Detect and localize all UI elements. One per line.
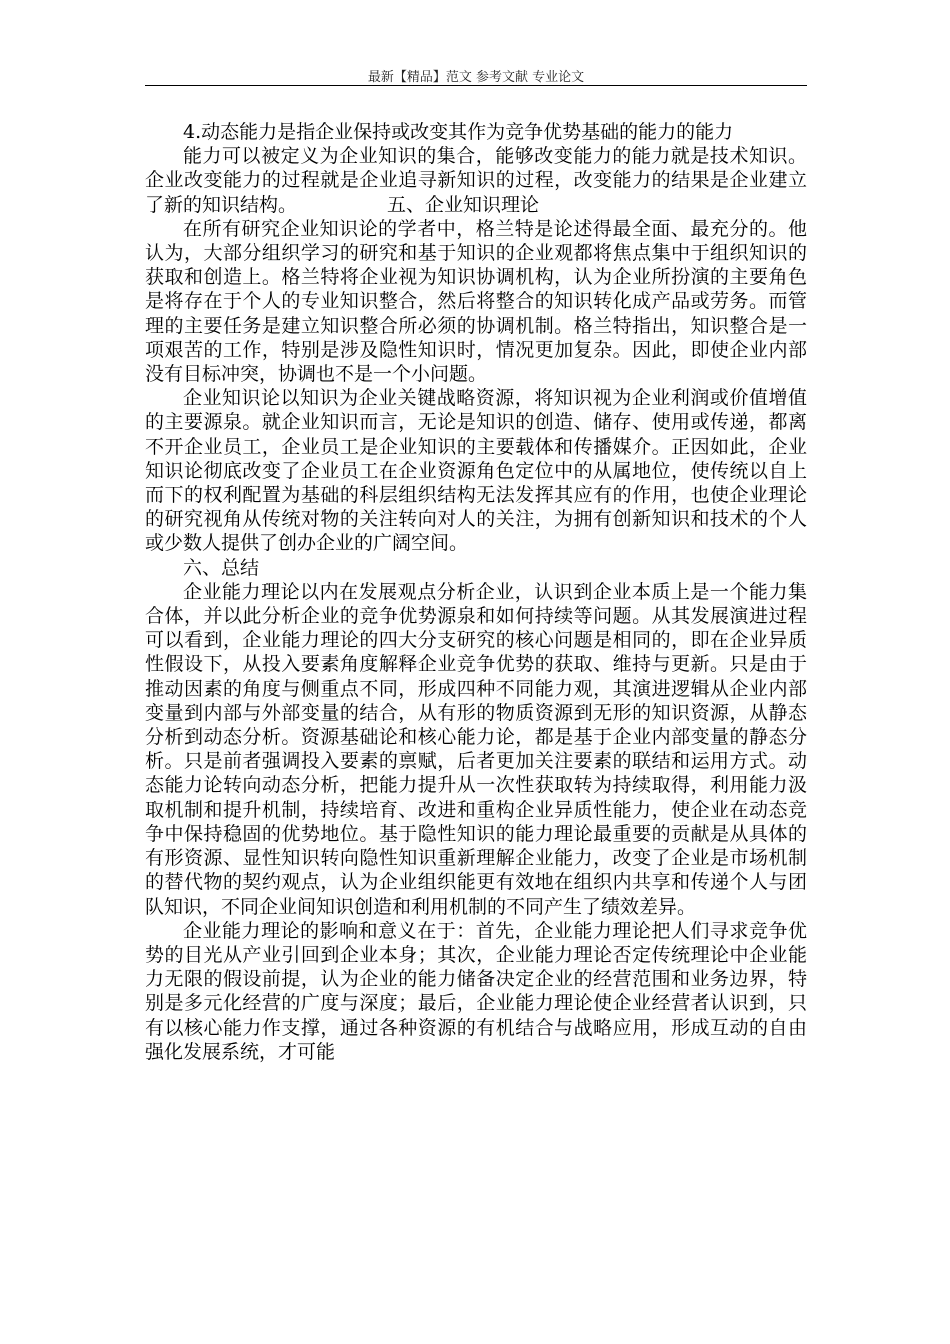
paragraph-capability-definition <box>145 144 807 217</box>
paragraph-summary: 企业能力理论以内在发展观点分析企业，认识到企业本质上是一个能力集合体，并以此分析企业的竞争优势源泉和如何持续等问题。从其发展演进过程可以看到，企业能力理论的四大分支研究的核心问题是相同的，即在企业异质性假设下，从投入要素角度解释企业竞争优势的获取、维持与更新。只是由于推动因素的角度与侧重点不同，形成四种不同能力观，其演进逻辑从企业内部变量到内部与外部变量的结合，从有形的物质资源到无形的知识资源，从静态分析到动态分析。资源基础论和核心能力论，都是基于企业内部变量的静态分析。只是前者强调投入要素的禀赋，后者更加关注要素的联结和运用方式。动态能力论转向动态分析，把能力提升从一次性获取转为持续取得，利用能力汲取机制和提升机制，持续培育、改进和重构企业异质性能力，使企业在动态竞争中保持稳固的优势地位。基于隐性知识的能力理论最重要的贡献是从具体的有形资源、显性知识转向隐性知识重新理解企业能力，改变了企业是市场机制的替代物的契约观点，认为企业组织能更有效地在组织内共享和传递个人与团队知识，不同企业间知识创造和利用机制的不同产生了绩效差异。 <box>145 580 807 918</box>
section-heading-knowledge-theory: 五、企业知识理论 <box>387 193 540 216</box>
paragraph-text: 能力可以被定义为企业知识的集合，能够改变能力的能力就是技术知识。企业改变能力的过程就是企业追寻新知识的过程，改变能力的结果是企业建立了新的知识结构。 <box>145 145 807 216</box>
document-body <box>145 120 807 1064</box>
section-heading-summary: 六、总结 <box>183 556 260 579</box>
paragraph-knowledge-theory: 企业知识论以知识为企业关键战略资源，将知识视为企业利润或价值增值的主要源泉。就企业知识而言，无论是知识的创造、储存、使用或传递，都离不开企业员工，企业员工是企业知识的主要载体和传播媒介。正因如此，企业知识论彻底改变了企业员工在企业资源角色定位中的从属地位，使传统以自上而下的权利配置为基础的科层组织结构无法发挥其应有的作用，也使企业理论的研究视角从传统对物的关注转向对人的关注，为拥有创新知识和技术的个人或少数人提供了创办企业的广阔空间。 <box>145 387 807 555</box>
paragraph-significance: 企业能力理论的影响和意义在于：首先，企业能力理论把人们寻求竞争优势的目光从产业引回到企业本身；其次，企业能力理论否定传统理论中企业能力无限的假设前提，认为企业的能力储备决定企业的经营范围和业务边界，特别是多元化经营的广度与深度；最后，企业能力理论使企业经营者认识到，只有以核心能力作支撑，通过各种资源的有机结合与战略应用，形成互动的自由强化发展系统，才可能 <box>145 919 807 1063</box>
header-divider <box>145 85 807 86</box>
paragraph-dynamic-capability-heading: 4.动态能力是指企业保持或改变其作为竞争优势基础的能力的能力 <box>183 121 734 143</box>
paragraph-grant-theory: 在所有研究企业知识论的学者中，格兰特是论述得最全面、最充分的。他认为，大部分组织学习的研究和基于知识的企业观都将焦点集中于组织知识的获取和创造上。格兰特将企业视为知识协调机构，认为企业所扮演的主要角色是将存在于个人的专业知识整合，然后将整合的知识转化成产品或劳务。而管理的主要任务是建立知识整合所必须的协调机制。格兰特指出，知识整合是一项艰苦的工作，特别是涉及隐性知识时，情况更加复杂。因此，即使企业内部没有目标冲突，协调也不是一个小问题。 <box>145 217 807 386</box>
page-header: 最新【精品】范文 参考文献 专业论文 <box>367 70 585 85</box>
